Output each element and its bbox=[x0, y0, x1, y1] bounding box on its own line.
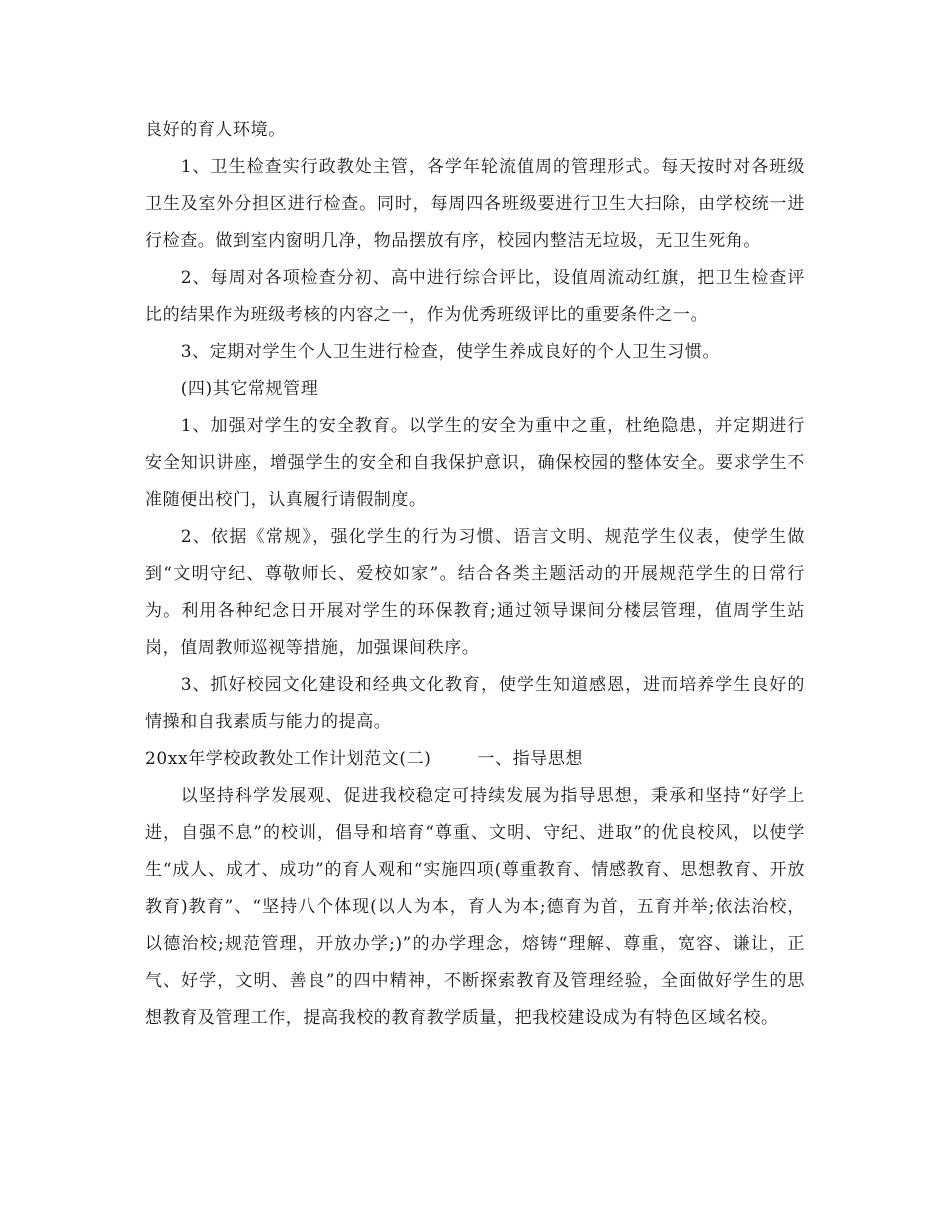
paragraph: 良好的育人环境。 bbox=[145, 120, 286, 140]
paragraph: 3、定期对学生个人卫生进行检查，使学生养成良好的个人卫生习惯。 bbox=[180, 342, 721, 362]
paragraph: 3、抓好校园文化建设和经典文化教育，使学生知道感恩，进而培养学生良好的情操和自我素质与能力的提高。 bbox=[145, 675, 805, 732]
paragraph: 以坚持科学发展观、促进我校稳定可持续发展为指导思想，秉承和坚持“好学上进，自强不息”的校训，倡导和培育“尊重、文明、守纪、进取”的优良校风，以使学生“成人、成才、成功”的育人观和“实施四项(尊重教育、情感教育、思想教育、开放教育)教育”、“坚持八个体现(以人为本，育人为本;德育为首，五育并举;依法治校，以德治校;规范管理，开放办学;)”的办学理念，熔铸“理解、尊重，宽容、谦让，正气、好学，文明、善良”的四中精神，不断探索教育及管理经验，全面做好学生的思想教育及管理工作，提高我校的教育教学质量，把我校建设成为有特色区域名校。 bbox=[145, 786, 805, 1028]
document-body bbox=[145, 112, 805, 1037]
section-heading-line bbox=[145, 741, 805, 778]
paragraph: 1、卫生检查实行政教处主管，各学年轮流值周的管理形式。每天按时对各班级卫生及室外分担区进行检查。同时，每周四各班级要进行卫生大扫除，由学校统一进行检查。做到室内窗明几净，物品摆放有序，校园内整洁无垃圾，无卫生死角。 bbox=[145, 157, 805, 251]
paragraph: 2、依据《常规》，强化学生的行为习惯、语言文明、规范学生仪表，使学生做到“文明守纪、尊敬师长、爱校如家”。结合各类主题活动的开展规范学生的日常行为。利用各种纪念日开展对学生的环保教育;通过领导课间分楼层管理，值周学生站岗，值周教师巡视等措施，加强课间秩序。 bbox=[145, 527, 805, 658]
subsection-heading: (四)其它常规管理 bbox=[180, 379, 319, 399]
section-title: 20xx年学校政教处工作计划范文(二) bbox=[145, 749, 432, 769]
section-subtitle: 一、指导思想 bbox=[477, 749, 584, 769]
paragraph: 1、加强对学生的安全教育。以学生的安全为重中之重，杜绝隐患，并定期进行安全知识讲座，增强学生的安全和自我保护意识，确保校园的整体安全。要求学生不准随便出校门，认真履行请假制度。 bbox=[145, 416, 805, 510]
paragraph: 2、每周对各项检查分初、高中进行综合评比，设值周流动红旗，把卫生检查评比的结果作为班级考核的内容之一，作为优秀班级评比的重要条件之一。 bbox=[145, 268, 805, 325]
